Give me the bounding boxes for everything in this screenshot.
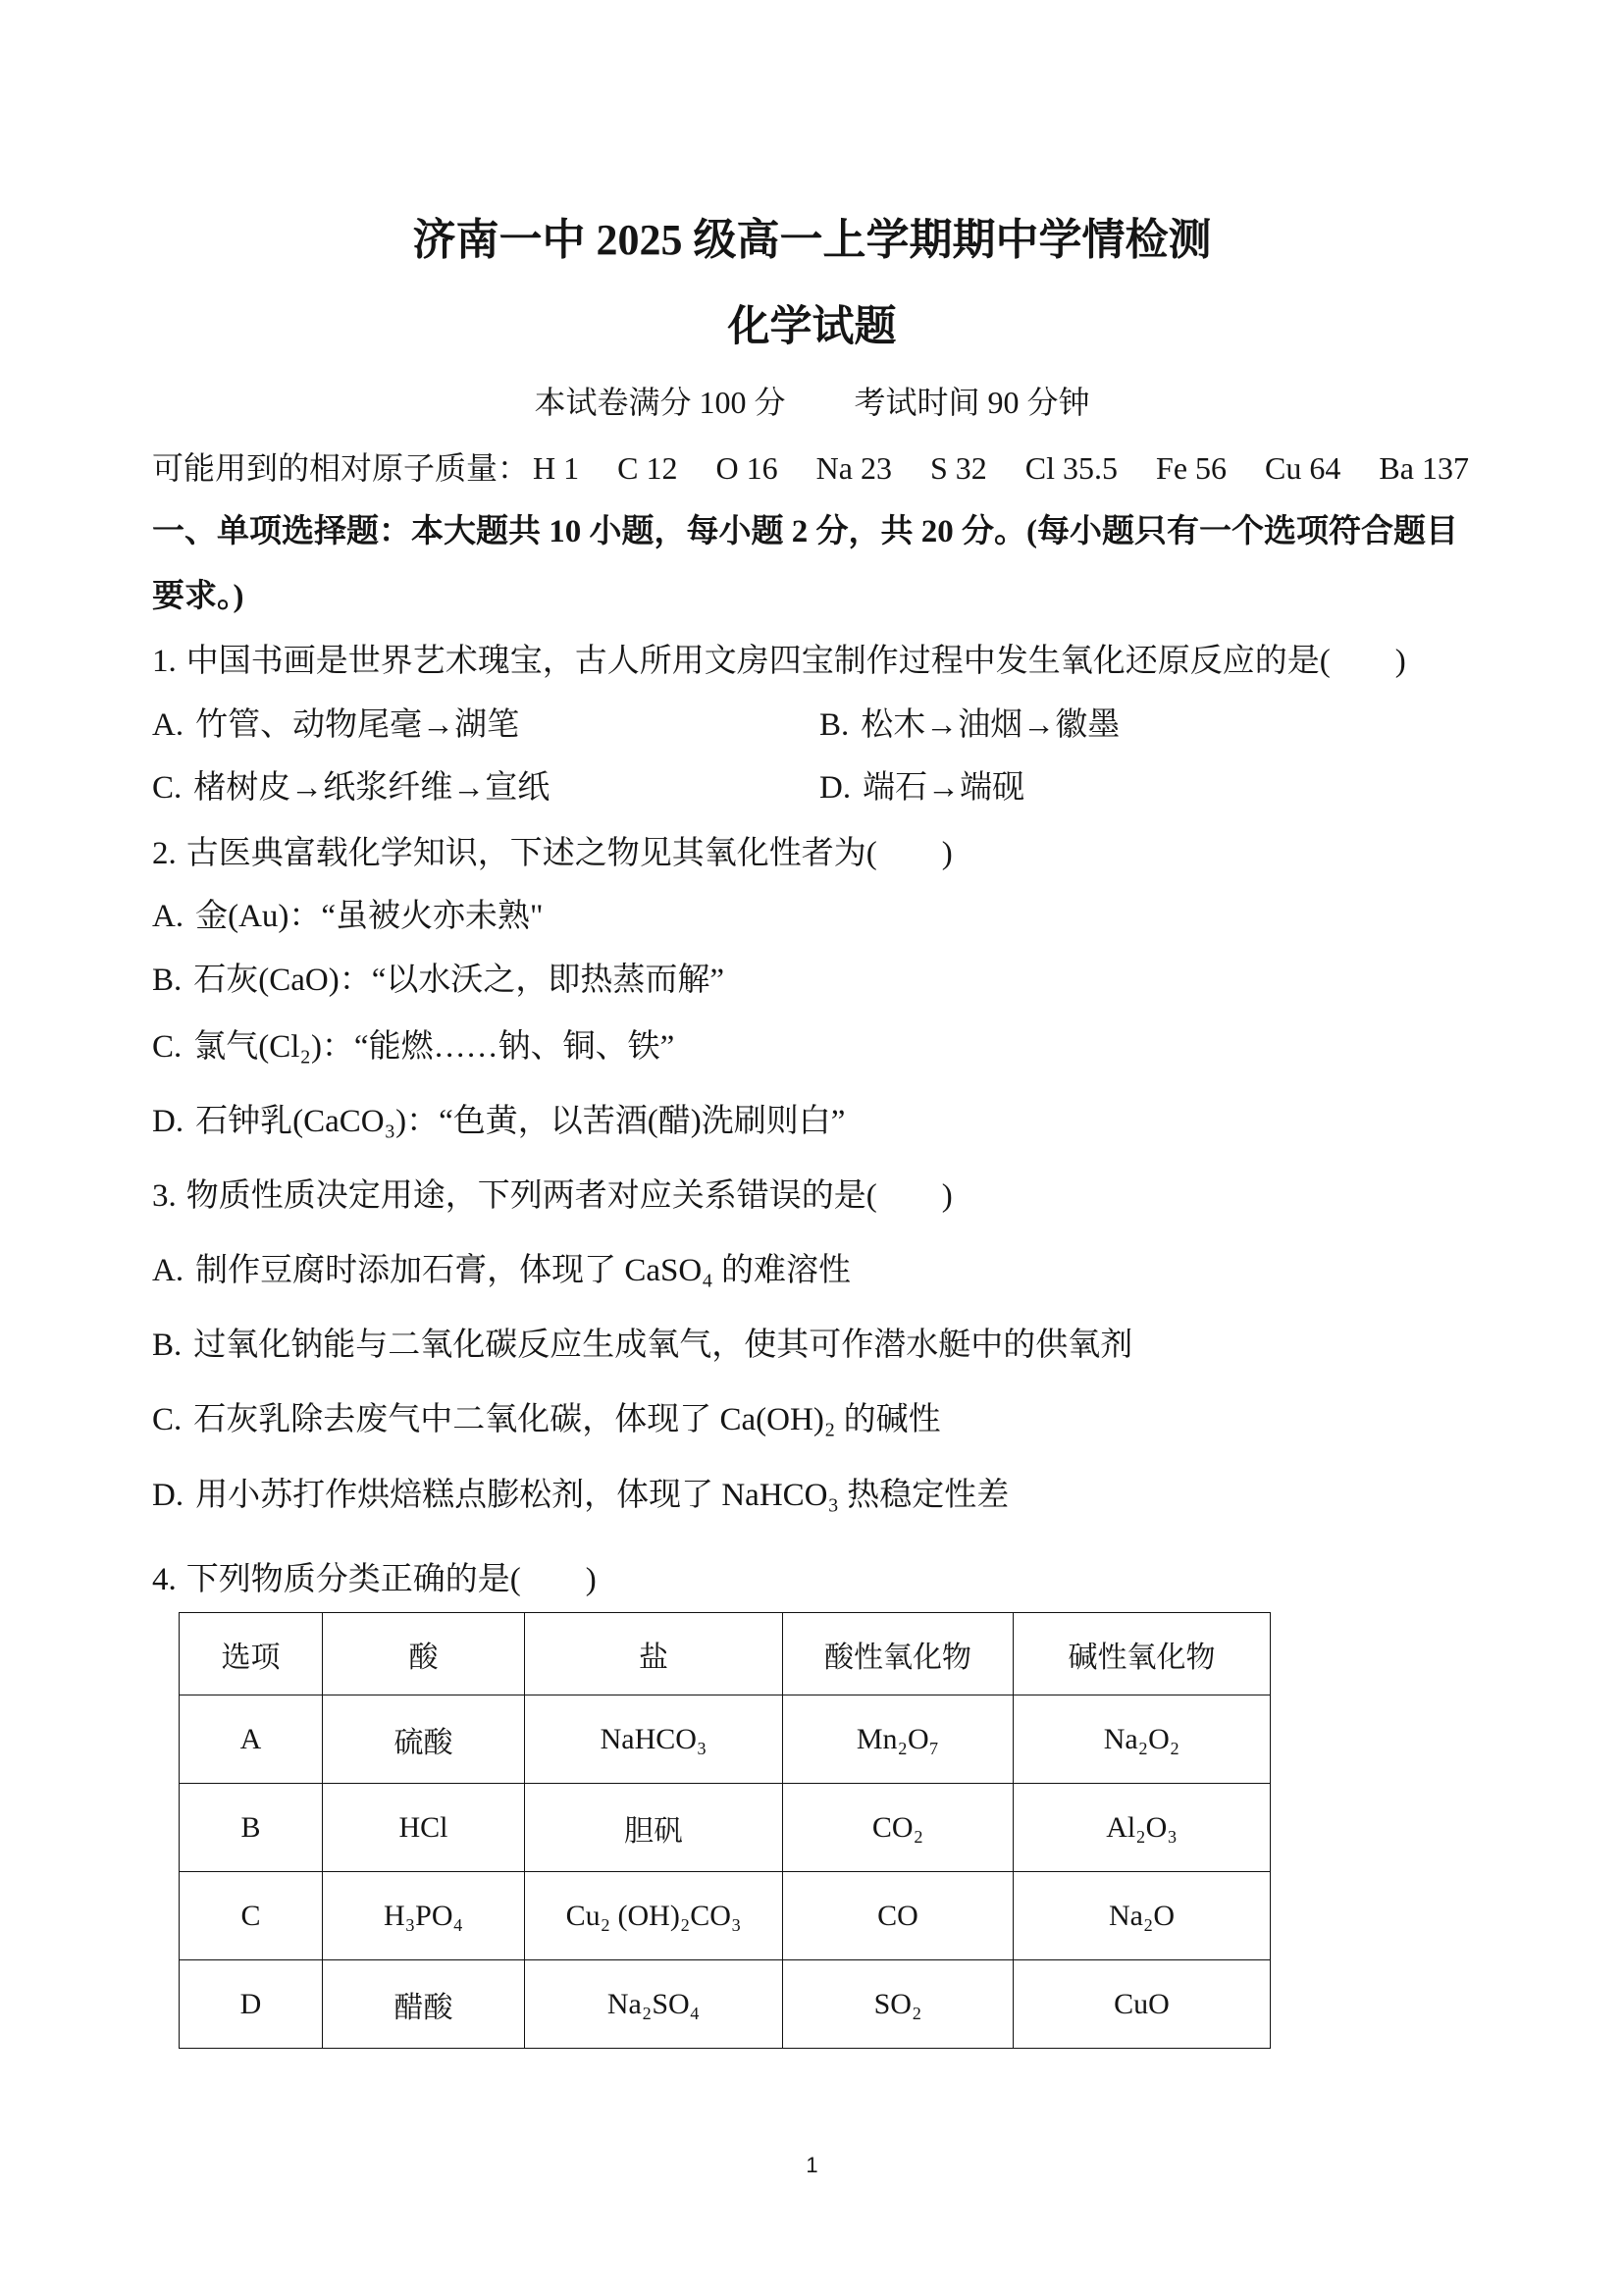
option-letter: D. [819, 770, 852, 806]
table-cell: H₃PO₄ [323, 1872, 525, 1960]
exam-title: 济南一中 2025 级高一上学期期中学情检测 [412, 216, 1212, 264]
question-2-stem [152, 834, 953, 873]
question-2-option-d [152, 1102, 845, 1141]
full-score: 本试卷满分 100 分 [534, 385, 786, 420]
option-text: 金(Au)：“虽被火亦未熟" [195, 899, 544, 934]
question-number: 3. [152, 1178, 177, 1214]
option-letter: C. [152, 1029, 183, 1065]
question-2-option-b [152, 961, 724, 1000]
table-row [180, 1695, 1271, 1784]
table-cell: Al₂O₃ [1014, 1784, 1271, 1872]
atomic-mass-item: Cu 64 [1265, 450, 1341, 486]
option-text: 过氧化钠能与二氧化碳反应生成氧气，使其可作潜水艇中的供氧剂 [193, 1328, 1133, 1363]
atomic-masses-label: 可能用到的相对原子质量： [152, 450, 530, 486]
table-header-cell: 酸性氧化物 [783, 1613, 1014, 1695]
atomic-mass-item: S 32 [929, 450, 987, 486]
table-cell: D [180, 1960, 323, 2049]
table-cell: CuO [1014, 1960, 1271, 2049]
atomic-mass-item: O 16 [715, 450, 778, 486]
question-text: 古医典富载化学知识，下述之物见其氧化性者为( ) [185, 836, 953, 871]
atomic-mass-item: Ba 137 [1379, 450, 1469, 486]
question-text: 中国书画是世界艺术瑰宝，古人所用文房四宝制作过程中发生氧化还原反应的是( ) [185, 644, 1406, 679]
section-heading: 一、单项选择题：本大题共 10 小题，每小题 2 分，共 20 分。(每小题只有一个选项符合题目 [152, 514, 1458, 549]
option-letter: D. [152, 1478, 184, 1513]
question-3-stem [152, 1176, 953, 1216]
section-heading-continued: 要求。) [152, 579, 244, 614]
question-1-option-c [152, 768, 550, 808]
option-text: 氯气(Cl₂)：“能燃……钠、铜、铁” [193, 1029, 675, 1065]
table-cell: B [180, 1784, 323, 1872]
question-3-option-a [152, 1251, 851, 1290]
question-3-option-c [152, 1400, 941, 1439]
table-cell: Na₂O₂ [1014, 1695, 1271, 1784]
table-cell: SO₂ [783, 1960, 1014, 2049]
question-1-option-d [819, 768, 1024, 808]
question-2-option-c [152, 1027, 674, 1067]
question-3-option-b [152, 1326, 1132, 1365]
table-header-row [180, 1613, 1271, 1695]
table-cell: C [180, 1872, 323, 1960]
atomic-masses [152, 448, 1469, 488]
table-cell: Na₂SO₄ [525, 1960, 783, 2049]
atomic-masses-list [533, 448, 1469, 488]
page-number: 1 [806, 2153, 818, 2177]
table-cell: 醋酸 [323, 1960, 525, 2049]
table-row [180, 1872, 1271, 1960]
question-4-stem [152, 1560, 597, 1599]
option-text: 制作豆腐时添加石膏，体现了 CaSO₄ 的难溶性 [195, 1253, 851, 1288]
atomic-mass-item: Na 23 [815, 450, 892, 486]
table-header-cell: 酸 [323, 1613, 525, 1695]
table-cell: 胆矾 [525, 1784, 783, 1872]
option-text: 竹管、动物尾毫→湖笔 [195, 707, 520, 743]
exam-time: 考试时间 90 分钟 [854, 385, 1090, 420]
question-1-option-a [152, 705, 519, 745]
table-cell: 硫酸 [323, 1695, 525, 1784]
exam-info [0, 383, 1624, 422]
option-text: 石灰(CaO)：“以水沃之，即热蒸而解” [193, 963, 725, 998]
table-cell: NaHCO₃ [525, 1695, 783, 1784]
atomic-mass-item: Cl 35.5 [1024, 450, 1118, 486]
option-text: 端石→端砚 [863, 770, 1025, 806]
table-header-cell: 盐 [525, 1613, 783, 1695]
question-number: 4. [152, 1562, 177, 1597]
table-header-cell: 选项 [180, 1613, 323, 1695]
option-text: 松木→油烟→徽墨 [861, 707, 1121, 743]
table-row [180, 1784, 1271, 1872]
option-letter: A. [152, 899, 184, 934]
question-text: 物质性质决定用途，下列两者对应关系错误的是( ) [185, 1178, 953, 1214]
question-1-option-b [819, 705, 1120, 745]
option-text: 石灰乳除去废气中二氧化碳，体现了 Ca(OH)₂ 的碱性 [193, 1402, 941, 1437]
table-cell: CO₂ [783, 1784, 1014, 1872]
option-letter: A. [152, 707, 184, 743]
table-cell: A [180, 1695, 323, 1784]
atomic-mass-item: H 1 [533, 450, 580, 486]
option-text: 石钟乳(CaCO₃)：“色黄，以苦酒(醋)洗刷则白” [195, 1104, 846, 1139]
option-text: 用小苏打作烘焙糕点膨松剂，体现了 NaHCO₃ 热稳定性差 [195, 1478, 1010, 1513]
question-text: 下列物质分类正确的是( ) [185, 1562, 597, 1597]
option-text: 楮树皮→纸浆纤维→宣纸 [193, 770, 550, 806]
table-cell: Cu₂ (OH)₂CO₃ [525, 1872, 783, 1960]
option-letter: C. [152, 1402, 183, 1437]
question-1-stem [152, 642, 1406, 681]
table-cell: HCl [323, 1784, 525, 1872]
question-2-option-a [152, 897, 544, 936]
table-header-cell: 碱性氧化物 [1014, 1613, 1271, 1695]
question-number: 1. [152, 644, 177, 679]
table-cell: Mn₂O₇ [783, 1695, 1014, 1784]
exam-subject: 化学试题 [727, 304, 897, 350]
atomic-mass-item: Fe 56 [1156, 450, 1228, 486]
question-3-option-d [152, 1476, 1009, 1515]
option-letter: A. [152, 1253, 184, 1288]
atomic-mass-item: C 12 [617, 450, 678, 486]
classification-table [179, 1612, 1271, 2049]
table-cell: Na₂O [1014, 1872, 1271, 1960]
option-letter: B. [152, 963, 183, 998]
option-letter: C. [152, 770, 183, 806]
table-cell: CO [783, 1872, 1014, 1960]
table-row [180, 1960, 1271, 2049]
option-letter: D. [152, 1104, 184, 1139]
option-letter: B. [152, 1328, 183, 1363]
option-letter: B. [819, 707, 850, 743]
question-number: 2. [152, 836, 177, 871]
